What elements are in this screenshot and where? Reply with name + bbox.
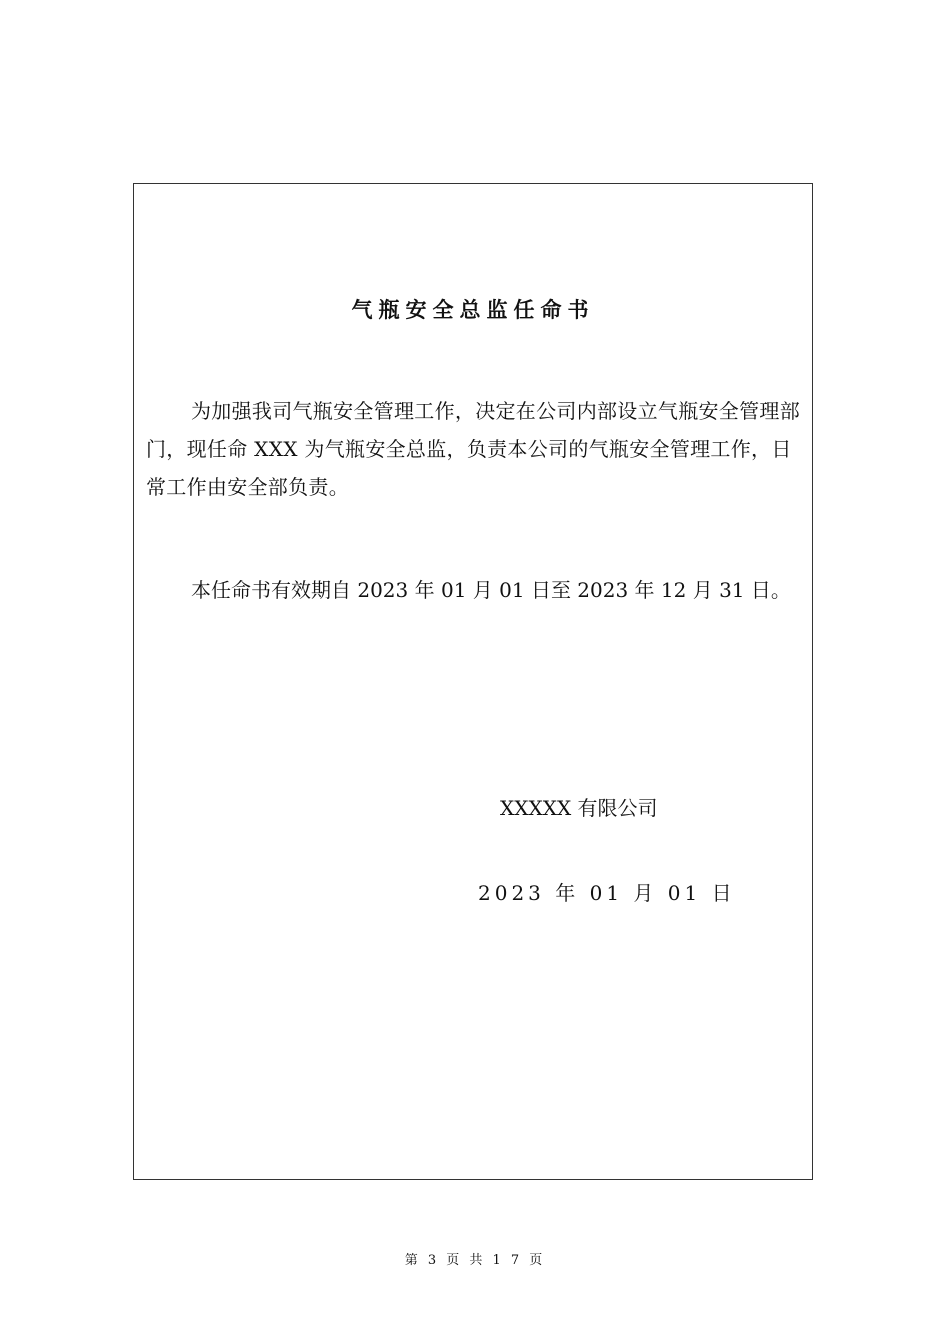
document-frame (133, 183, 813, 1180)
company-name: XXXXX 有限公司 (500, 796, 658, 820)
validity-statement: 本任命书有效期自 2023 年 01 月 01 日至 2023 年 12 月 31 日。 (191, 578, 791, 602)
appointment-paragraph: 为加强我司气瓶安全管理工作，决定在公司内部设立气瓶安全管理部门，现任命 XXX 为气瓶安全总监，负责本公司的气瓶安全管理工作，日常工作由安全部负责。 (146, 399, 800, 499)
document-title: 气瓶安全总监任命书 (351, 297, 595, 322)
page-number: 第 3 页 共 1 7 页 (404, 1253, 546, 1268)
signature-date: 2023 年 01 月 01 日 (478, 881, 736, 905)
